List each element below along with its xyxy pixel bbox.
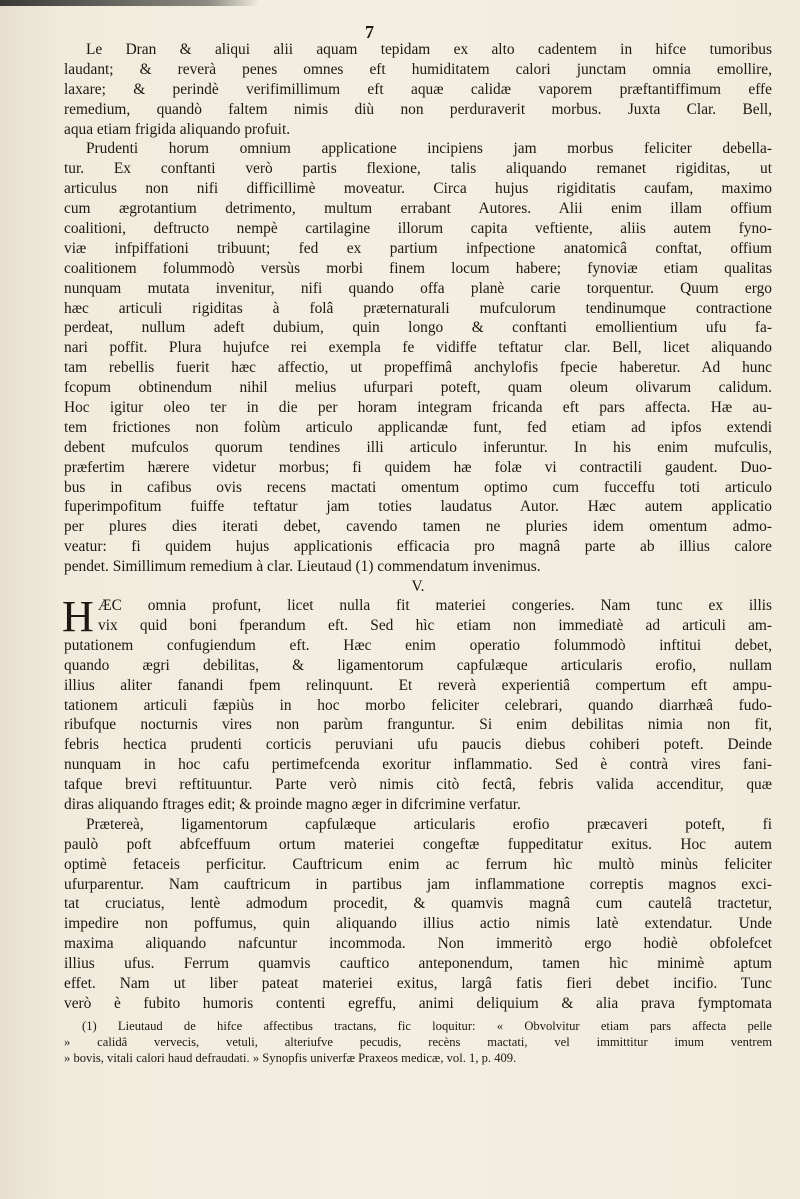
- text-line: debent mufculos quorum tendines illi articulo inferuntur. In his enim mufculis,: [64, 438, 772, 456]
- text-line: nari poffit. Plura hujufce rei exempla fe vidiffe teftatur clar. Bell, licet aliquando: [64, 339, 772, 357]
- text-line: optimè fetaceis perficitur. Cauftricum enim ac ferrum hìc multò minùs feliciter: [64, 855, 772, 873]
- text-line: tat cruciatus, lentè admodum procedit, & quamvis magnâ cum cautelâ tractetur,: [64, 895, 772, 913]
- text-line: Prudenti horum omnium applicatione incipiens jam morbus feliciter debella-: [86, 140, 772, 158]
- text-line: diras aliquando ftrages edit; & proinde magno æger in difcrimine verfatur.: [64, 795, 521, 813]
- text-line: tam rebellis fuerit hæc affectio, ut propeffimâ anchylofis fpecie haberetur. Ad hunc: [64, 359, 772, 377]
- text-line: remedium, quandò faltem nimis diù non perduraverit morbus. Juxta Clar. Bell,: [64, 100, 772, 118]
- top-edge-bar: [0, 0, 260, 6]
- paragraph-1: [64, 40, 772, 139]
- text-line: maxima aliquando nafcuntur incommoda. Non immeritò ergo hodiè obfolefcet: [64, 935, 772, 953]
- text-line: per plures dies iterati debet, cavendo tamen ne pluries idem omentum admo-: [64, 518, 772, 536]
- text-line: tationem articuli fæpiùs in hoc morbo feliciter celebrari, quando diarrhæâ fudo-: [64, 696, 772, 714]
- text-line: articulus non nifi difficillimè moveatur. Circa hujus rigiditatis caufam, maximo: [64, 180, 772, 198]
- text-line: Prætereà, ligamentorum capfulæque articularis erofio præcaveri poteft, fi: [86, 815, 772, 833]
- text-line: viæ infpiffationi tribuunt; fed ex partium infpectione anatomicâ conftat, offium: [64, 239, 772, 257]
- text-line: pendet. Simillimum remedium à clar. Lieutaud (1) commendatum invenimus.: [64, 558, 541, 576]
- paragraph-3: [62, 592, 772, 815]
- text-line: Hoc igitur oleo ter in die per horam integram fricanda eft pars affecta. Hæ au-: [64, 399, 772, 417]
- text-line: febris hectica prudenti corticis peruviani ufu paucis diebus cohiberi poteft. Deinde: [64, 736, 772, 754]
- text-line: vix quid boni fperandum eft. Sed hìc etiam non immediatè ad articuli am-: [98, 616, 772, 634]
- text-line: tafque brevi reftituuntur. Parte verò nimis citò fectâ, febris valida accenditur, quæ: [64, 776, 772, 794]
- drop-cap: H: [62, 592, 94, 642]
- text-line: tur. Ex conftanti verò partis flexione, talis aliquando remanet rigiditas, ut: [64, 160, 772, 178]
- text-line: nunquam in hoc cafu pertimefcenda exoritur inflammatio. Sed è contrà vires fani-: [64, 756, 772, 774]
- text-line: putationem confugiendum eft. Hæc enim operatio folummodò inftitui debet,: [64, 636, 772, 654]
- text-line: præfertim hærere videtur morbus; fi quidem hæ folæ vi contractili gaudent. Duo-: [64, 458, 772, 476]
- text-line: paulò poft abfceffuum ortum materiei congeftæ fuppeditatur exitus. Hoc autem: [64, 835, 772, 853]
- paragraph-4: [64, 815, 772, 1014]
- text-line: coalitioni, deftructo nempè cartilagine illorum capita veftiente, aliis autem fyno-: [64, 220, 772, 238]
- text-line: ÆC omnia profunt, licet nulla fit materiei congeries. Nam tunc ex illis: [98, 597, 772, 615]
- text-line: ufurparentur. Nam cauftricum in partibus jam inflammatione correptis magnos exci-: [64, 875, 772, 893]
- text-line: ribufque nocturnis vires non parùm franguntur. Si enim debilitas nimia non fit,: [64, 716, 772, 734]
- section-number: V.: [411, 578, 425, 596]
- text-line: coalitionem folummodò versùs morbi finem locum habere; fynoviæ etiam qualitas: [64, 259, 772, 277]
- text-line: veatur: fi quidem hujus applicationis efficacia pro magnâ parte ab illius calore: [64, 538, 772, 556]
- text-line: tem frictiones non folùm articulo applicandæ funt, fed etiam ad ipfos extendi: [64, 418, 772, 436]
- text-line: cum ægrotantium detrimento, multum errabant Autores. Alii enim illam offium: [64, 200, 772, 218]
- text-line: laudant; & reverà penes omnes eft humiditatem calori junctam omnia emollire,: [64, 60, 772, 78]
- paragraph-2: [64, 139, 772, 577]
- footnote-line: (1) Lieutaud de hifce affectibus tractans, fic loquitur: « Obvolvitur etiam pars affecta pelle: [82, 1018, 772, 1033]
- footnote-line: » bovis, vitali calori haud defraudati. » Synopfis univerfæ Praxeos medicæ, vol. 1, p. 409.: [64, 1050, 517, 1065]
- text-line: perdeat, nullum adeft dubium, quin longo & conftanti emollientium ufu fa-: [64, 319, 772, 337]
- text-line: effet. Nam ut liber pateat materiei exitus, largâ fatis fieri debet incifio. Tunc: [64, 974, 772, 992]
- text-line: aqua etiam frigida aliquando profuit.: [64, 120, 291, 138]
- text-line: bus in cafibus ovis recens mactati omentum optimo cum fucceffu toti articulo: [64, 478, 772, 496]
- text-line: laxare; & perindè verifimillimum eft aquæ calidæ vaporem præftantiffimum effe: [64, 80, 772, 98]
- footnote-line: » calidâ vervecis, vetuli, alteriufve pecudis, recèns mactati, vel immittitur imum ventrem: [64, 1034, 772, 1049]
- text-line: impedire non poffumus, quin aliquando illius actio nimis latè extendatur. Unde: [64, 915, 772, 933]
- page-mark: 7: [365, 22, 374, 42]
- text-line: illius ufus. Ferrum quamvis cauftico anteponendum, tamen hìc minimè aptum: [64, 955, 772, 973]
- text-line: illius aliter fanandi fpem relinquunt. Et reverà experientiâ compertum eft ampu-: [64, 676, 772, 694]
- footnote: [64, 1018, 772, 1066]
- text-line: hæc articuli rigiditas à folâ præternaturali mufculorum tendinumque contractione: [64, 299, 772, 317]
- text-line: fcopum obtinendum nihil melius ufurpari poteft, quam oleum olivarum calidum.: [64, 379, 772, 397]
- text-line: fuperimpofitum fuiffe teftatur jam toties laudatus Autor. Hæc autem applicatio: [64, 498, 772, 516]
- text-line: quando ægri debilitas, & ligamentorum capfulæque articularis erofio, nullam: [64, 656, 772, 674]
- body-text: [64, 40, 772, 1066]
- text-line: Le Dran & aliqui alii aquam tepidam ex alto cadentem in hifce tumoribus: [86, 41, 772, 58]
- text-line: verò è fubito humoris contenti egreffu, animi deliquium & alia prava fymptomata: [64, 994, 772, 1012]
- text-line: nunquam mutata invenitur, nifi quando offa planè carie torquentur. Quum ergo: [64, 279, 772, 297]
